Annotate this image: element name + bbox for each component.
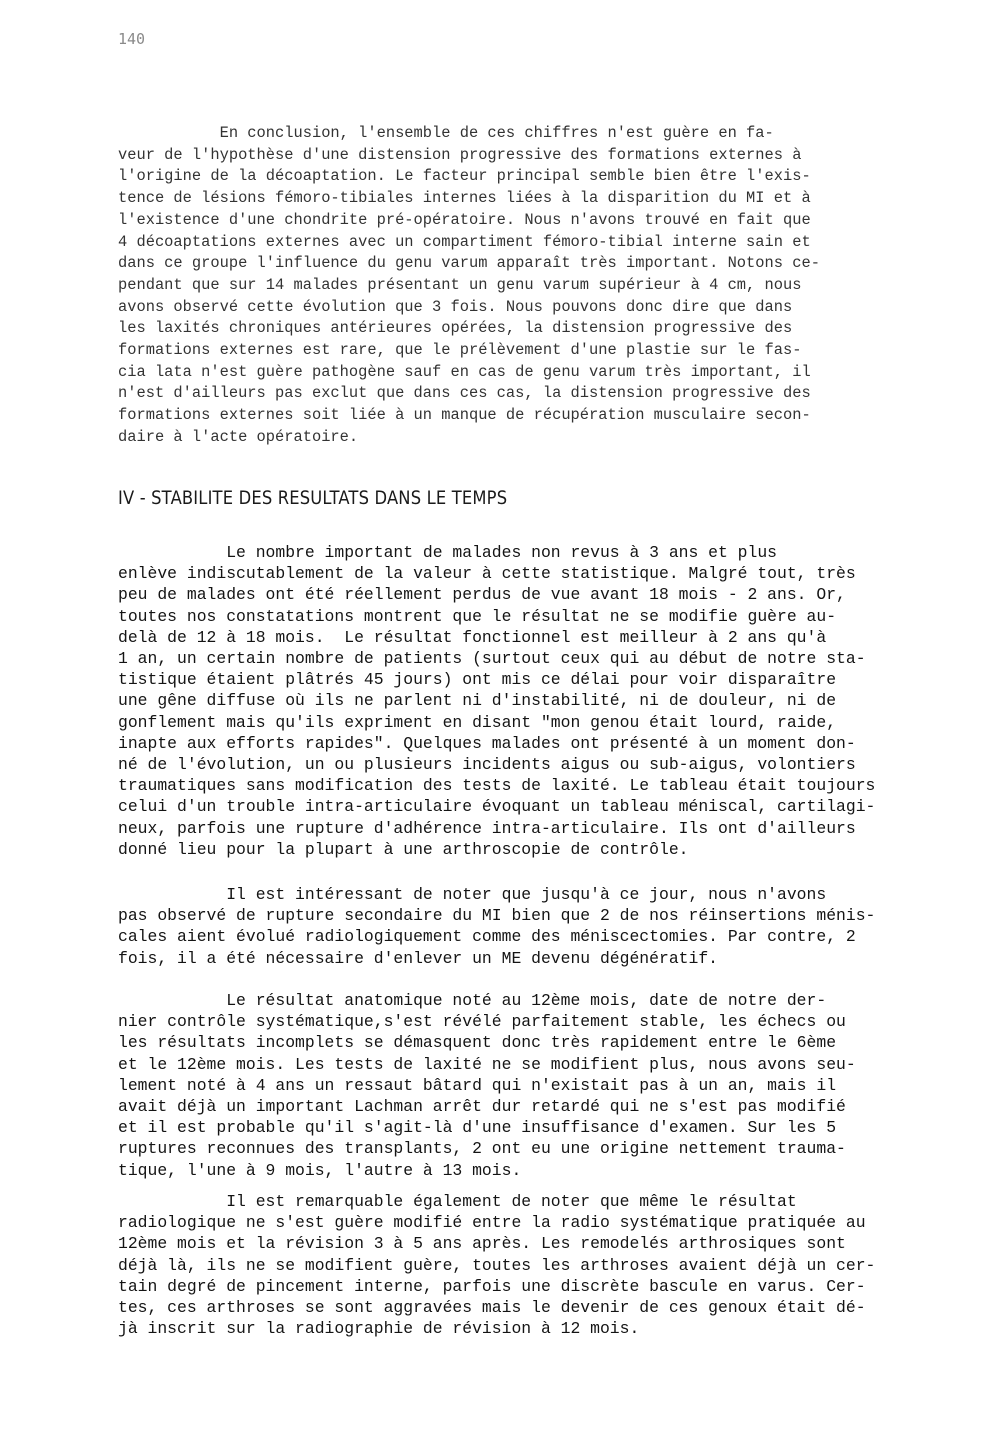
text-line: avait déjà un important Lachman arrêt dur retardé qui ne s'est pas modifié xyxy=(118,1097,846,1117)
text-line: 1 an, un certain nombre de patients (surtout ceux qui au début de notre sta- xyxy=(118,649,866,669)
text-line: inapte aux efforts rapides". Quelques malades ont présenté à un moment don- xyxy=(118,733,856,753)
text-line: 4 décoaptations externes avec un compartiment fémoro-tibial interne sain et xyxy=(118,232,811,251)
text-line: tes, ces arthroses se sont aggravées mais le devenir de ces genoux était dé- xyxy=(118,1298,866,1318)
text-line: et le 12ème mois. Les tests de laxité ne se modifient plus, nous avons seu- xyxy=(118,1054,856,1074)
text-line: cales aient évolué radiologiquement comme des méniscectomies. Par contre, 2 xyxy=(118,927,856,947)
text-line: lement noté à 4 ans un ressaut bâtard qui n'existait pas à un an, mais il xyxy=(118,1075,837,1095)
text-line: pas observé de rupture secondaire du MI bien que 2 de nos réinsertions ménis- xyxy=(118,906,876,926)
text-line: celui d'un trouble intra-articulaire évoquant un tableau méniscal, cartilagi- xyxy=(118,797,876,817)
text-line: 12ème mois et la révision 3 à 5 ans après. Les remodelés arthrosiques sont xyxy=(118,1234,846,1254)
text-line: jà inscrit sur la radiographie de révision à 12 mois. xyxy=(118,1319,640,1339)
text-line: enlève indiscutablement de la valeur à cette statistique. Malgré tout, très xyxy=(118,564,856,584)
paragraph-resultat-anatomique xyxy=(118,990,924,1181)
text-line: peu de malades ont été réellement perdus de vue avant 18 mois - 2 ans. Or, xyxy=(118,585,846,605)
text-line: fois, il a été nécessaire d'enlever un ME devenu dégénératif. xyxy=(118,948,718,968)
text-line: né de l'évolution, un ou plusieurs incidents aigus ou sub-aigus, volontiers xyxy=(118,755,856,775)
text-line: dans ce groupe l'influence du genu varum apparaît très important. Notons ce- xyxy=(118,254,820,273)
text-line: Il est remarquable également de noter que même le résultat xyxy=(118,1192,797,1211)
text-line: En conclusion, l'ensemble de ces chiffres n'est guère en fa- xyxy=(118,124,774,142)
text-line: tence de lésions fémoro-tibiales internes liées à la disparition du MI et à xyxy=(118,189,811,208)
text-line: traumatiques sans modification des tests de laxité. Le tableau était toujours xyxy=(118,776,876,796)
text-line: ruptures reconnues des transplants, 2 ont eu une origine nettement trauma- xyxy=(118,1139,846,1159)
text-line: une gêne diffuse où ils ne parlent ni d'instabilité, ni de douleur, ni de xyxy=(118,691,837,711)
text-line: Il est intéressant de noter que jusqu'à ce jour, nous n'avons xyxy=(118,885,827,904)
paragraph-rupture-mi xyxy=(118,884,924,969)
text-line: formations externes est rare, que le prélèvement d'une plastie sur le fas- xyxy=(118,341,802,360)
text-line: toutes nos constatations montrent que le résultat ne se modifie guère au- xyxy=(118,606,837,626)
text-line: tistique étaient plâtrés 45 jours) ont mis ce délai pour voir disparaître xyxy=(118,670,837,690)
text-line: l'existence d'une chondrite pré-opératoire. Nous n'avons trouvé en fait que xyxy=(118,210,811,229)
text-line: nier contrôle systématique,s'est révélé parfaitement stable, les échecs ou xyxy=(118,1012,846,1032)
text-line: formations externes soit liée à un manque de récupération musculaire secon- xyxy=(118,406,811,425)
text-line: Le résultat anatomique noté au 12ème mois, date de notre der- xyxy=(118,991,827,1010)
text-line: donné lieu pour la plupart à une arthroscopie de contrôle. xyxy=(118,839,689,859)
text-line: l'origine de la décoaptation. Le facteur principal semble bien être l'exis- xyxy=(118,167,811,186)
text-line: tique, l'une à 9 mois, l'autre à 13 mois. xyxy=(118,1160,522,1180)
section-heading: IV - STABILITE DES RESULTATS DANS LE TEMPS xyxy=(118,487,508,509)
text-line: delà de 12 à 18 mois. Le résultat fonctionnel est meilleur à 2 ans qu'à xyxy=(118,627,827,647)
paragraph-resultat-radiologique xyxy=(118,1191,924,1339)
text-line: radiologique ne s'est guère modifié entre la radio systématique pratiquée au xyxy=(118,1213,866,1233)
text-line: tain degré de pincement interne, parfois une discrète bascule en varus. Cer- xyxy=(118,1276,866,1296)
text-line: cia lata n'est guère pathogène sauf en cas de genu varum très important, il xyxy=(118,362,811,381)
text-line: n'est d'ailleurs pas exclut que dans ces cas, la distension progressive des xyxy=(118,384,811,403)
text-line: déjà là, ils ne se modifient guère, toutes les arthroses avaient déjà un cer- xyxy=(118,1255,876,1275)
text-line: gonflement mais qu'ils expriment en disant "mon genou était lourd, raide, xyxy=(118,712,837,732)
paragraph-conclusion xyxy=(118,123,924,449)
text-line: veur de l'hypothèse d'une distension progressive des formations externes à xyxy=(118,145,802,164)
text-line: les laxités chroniques antérieures opérées, la distension progressive des xyxy=(118,319,793,338)
text-line: pendant que sur 14 malades présentant un genu varum supérieur à 4 cm, nous xyxy=(118,275,802,294)
text-line: et il est probable qu'il s'agit-là d'une insuffisance d'examen. Sur les 5 xyxy=(118,1118,837,1138)
text-line: les résultats incomplets se démasquent donc très rapidement entre le 6ème xyxy=(118,1033,837,1053)
text-line: avons observé cette évolution que 3 fois. Nous pouvons donc dire que dans xyxy=(118,297,793,316)
text-line: Le nombre important de malades non revus à 3 ans et plus xyxy=(118,543,778,562)
text-line: neux, parfois une rupture d'adhérence intra-articulaire. Ils ont d'ailleurs xyxy=(118,818,856,838)
paragraph-stabilite-intro xyxy=(118,542,924,860)
text-line: daire à l'acte opératoire. xyxy=(118,427,359,446)
page-number: 140 xyxy=(118,30,146,48)
